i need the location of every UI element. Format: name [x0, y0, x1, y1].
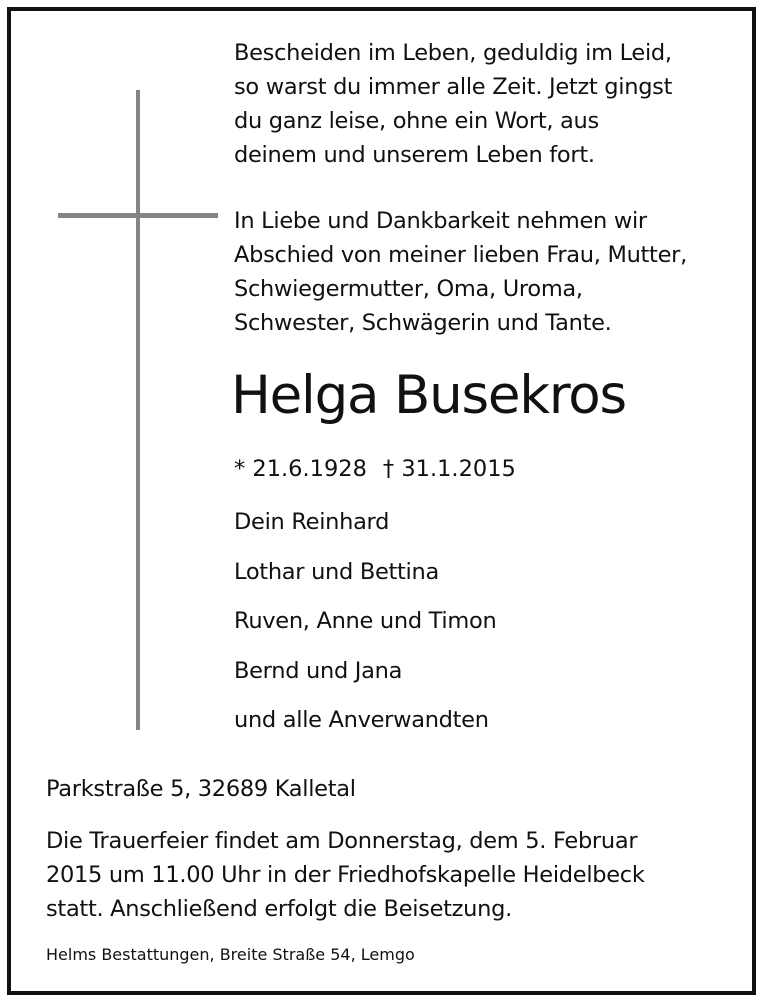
mourner-entry: Dein Reinhard [234, 509, 390, 535]
poem-line: so warst du immer alle Zeit. Jetzt gingst [234, 74, 673, 100]
cross-horizontal-beam [58, 213, 218, 218]
mourners-list [234, 505, 496, 753]
service-line: 2015 um 11.00 Uhr in der Friedhofskapelle Heidelbeck [46, 862, 645, 888]
life-dates [234, 452, 516, 486]
poem-line: du ganz leise, ohne ein Wort, aus [234, 108, 599, 134]
mourner-entry: Lothar und Bettina [234, 558, 439, 585]
poem-line: deinem und unserem Leben fort. [234, 142, 595, 168]
birth-date: * 21.6.1928 [234, 456, 367, 482]
intro-line: Abschied von meiner lieben Frau, Mutter, [234, 242, 687, 268]
service-line: statt. Anschließend erfolgt die Beisetzung. [46, 896, 512, 922]
funeral-service-info [46, 824, 645, 926]
poem [234, 36, 672, 172]
cross-vertical-beam [136, 90, 140, 730]
farewell-intro [234, 204, 687, 340]
intro-line: In Liebe und Dankbarkeit nehmen wir [234, 208, 647, 234]
service-line: Die Trauerfeier findet am Donnerstag, dem 5. Februar [46, 828, 638, 854]
intro-line: Schwester, Schwägerin und Tante. [234, 310, 612, 336]
mourner-entry: Bernd und Jana [234, 657, 403, 684]
undertaker-info: Helms Bestattungen, Breite Straße 54, Lemgo [46, 945, 415, 964]
family-address: Parkstraße 5, 32689 Kalletal [46, 776, 356, 802]
poem-line: Bescheiden im Leben, geduldig im Leid, [234, 40, 672, 66]
mourner-entry: und alle Anverwandten [234, 707, 489, 733]
deceased-name: Helga Busekros [231, 365, 626, 426]
mourner-entry: Ruven, Anne und Timon [234, 608, 497, 634]
intro-line: Schwiegermutter, Oma, Uroma, [234, 276, 583, 302]
death-date: † 31.1.2015 [382, 456, 516, 482]
